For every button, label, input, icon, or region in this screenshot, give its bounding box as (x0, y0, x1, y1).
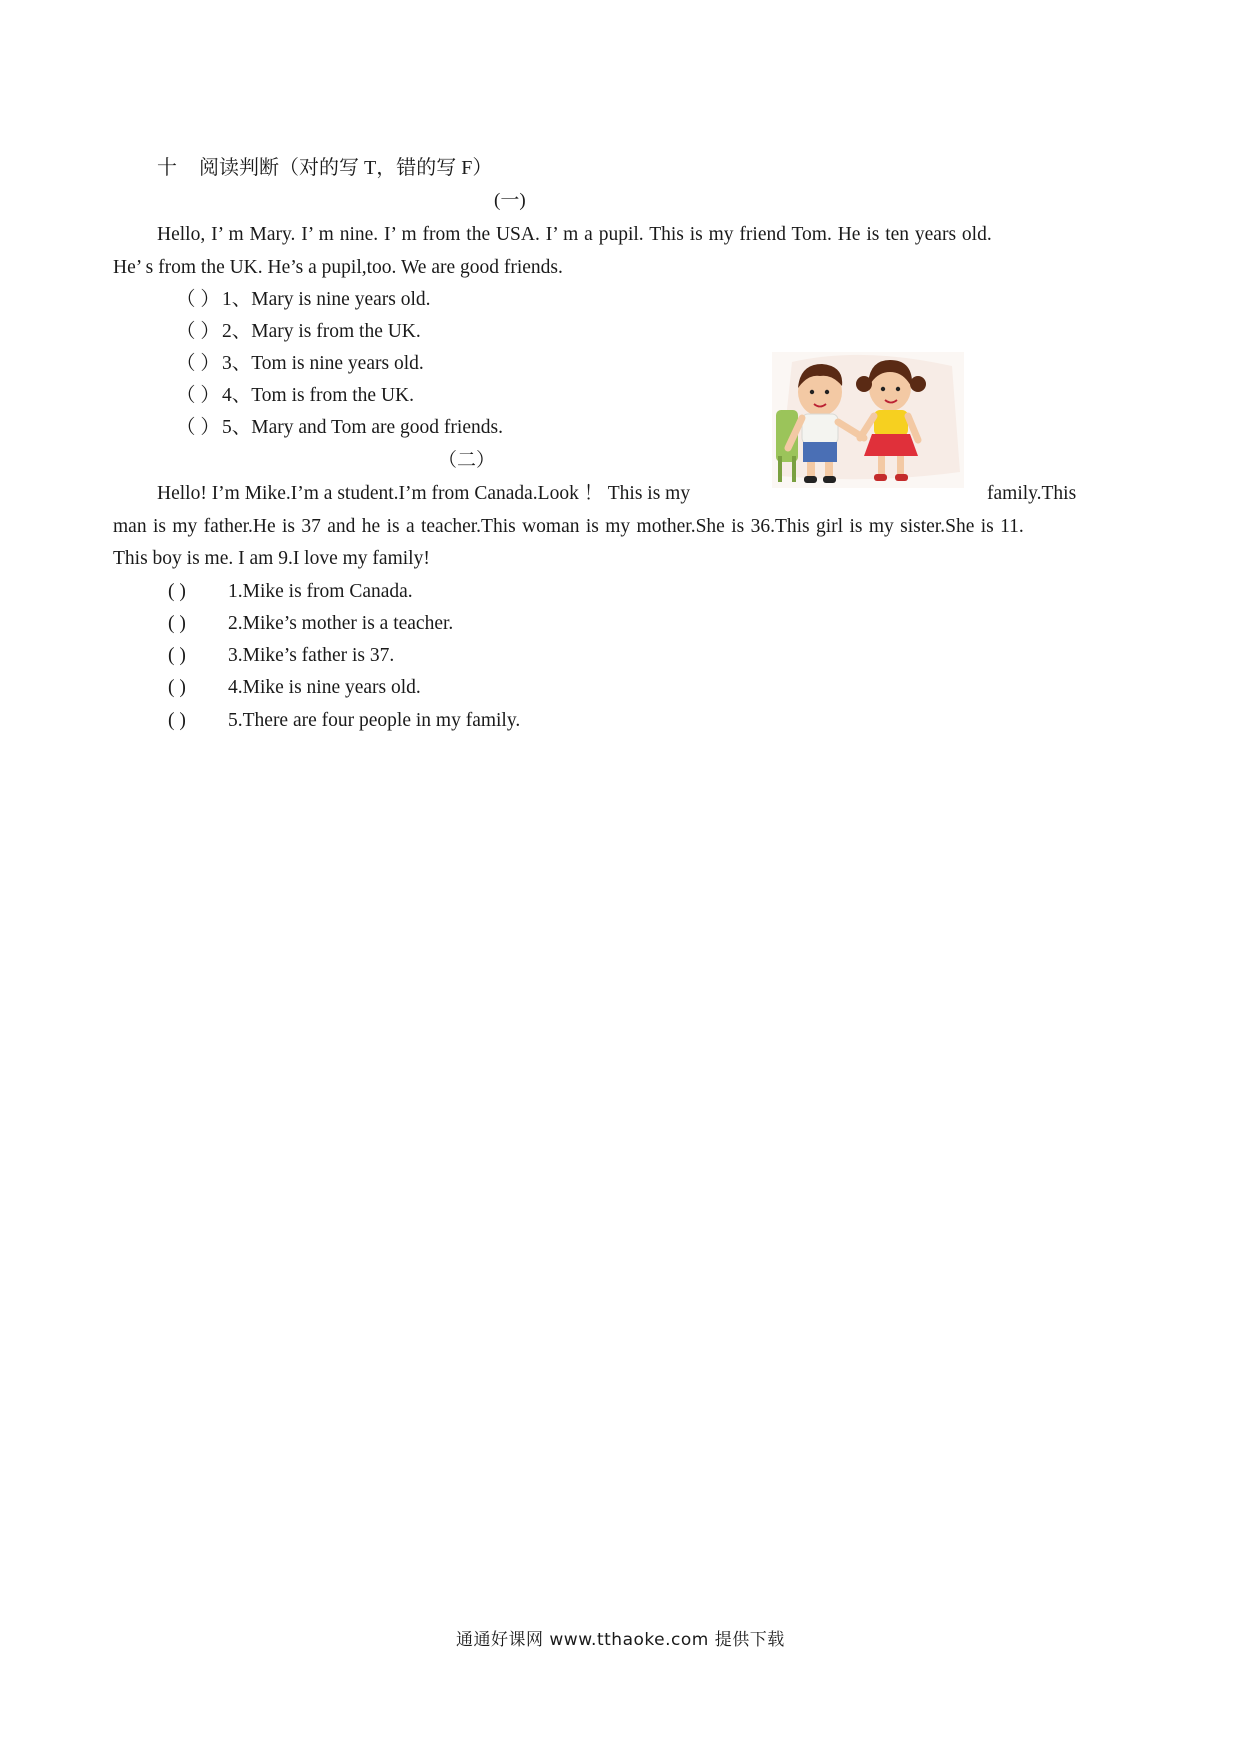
children-illustration (772, 352, 964, 488)
part1-question (176, 290, 431, 310)
section-number: 十 (157, 157, 177, 179)
part2-heading: （二） (438, 450, 496, 471)
question-text: 2、Mary is from the UK. (222, 321, 421, 342)
answer-blank[interactable]: （ ） (176, 385, 220, 406)
answer-blank[interactable]: ( ) (168, 645, 186, 666)
part2-question (168, 711, 520, 731)
part1-question (176, 386, 414, 406)
part1-question (176, 354, 424, 374)
section-title (157, 158, 492, 178)
question-text: 2.Mike’s mother is a teacher. (228, 613, 454, 634)
part1-question (176, 322, 421, 342)
part1-passage-line2: He’ s from the UK. He’s a pupil,too. We are good friends. (113, 257, 563, 278)
part1-question (176, 418, 503, 438)
question-text: 3.Mike’s father is 37. (228, 645, 395, 666)
part1-passage-line1: Hello, I’ m Mary. I’ m nine. I’ m from the USA. I’ m a pupil. This is my friend Tom. He is ten years old. (157, 224, 992, 245)
part2-question (168, 678, 421, 698)
part2-question (168, 614, 453, 634)
part2-passage-line1-left: Hello! I’m Mike.I’m a student.I’m from Canada.Look ！ This is my (157, 483, 691, 504)
part2-question (168, 582, 413, 602)
question-text: 4、Tom is from the UK. (222, 385, 414, 406)
answer-blank[interactable]: ( ) (168, 710, 186, 731)
answer-blank[interactable]: （ ） (176, 321, 220, 342)
part2-passage-line2: man is my father.He is 37 and he is a teacher.This woman is my mother.She is 36.This girl is my sister.She is 11. (113, 516, 1024, 537)
question-text: 1.Mike is from Canada. (228, 581, 413, 602)
part1-heading: (一) (494, 190, 526, 211)
question-text: 1、Mary is nine years old. (222, 289, 431, 310)
answer-blank[interactable]: ( ) (168, 677, 186, 698)
answer-blank[interactable]: ( ) (168, 613, 186, 634)
section-instruction: 阅读判断（对的写 T，错的写 F） (199, 157, 493, 179)
question-text: 4.Mike is nine years old. (228, 677, 421, 698)
question-text: 5.There are four people in my family. (228, 710, 521, 731)
question-text: 3、Tom is nine years old. (222, 353, 424, 374)
answer-blank[interactable]: （ ） (176, 289, 220, 310)
part2-question (168, 646, 394, 666)
part2-passage-line1-right: family.This (987, 483, 1077, 504)
answer-blank[interactable]: （ ） (176, 353, 220, 374)
question-text: 5、Mary and Tom are good friends. (222, 417, 503, 438)
answer-blank[interactable]: （ ） (176, 417, 220, 438)
footer-source: 通通好课网 www.tthaoke.com 提供下载 (456, 1630, 785, 1650)
answer-blank[interactable]: ( ) (168, 581, 186, 602)
part2-passage-line3: This boy is me. I am 9.I love my family! (113, 548, 430, 569)
